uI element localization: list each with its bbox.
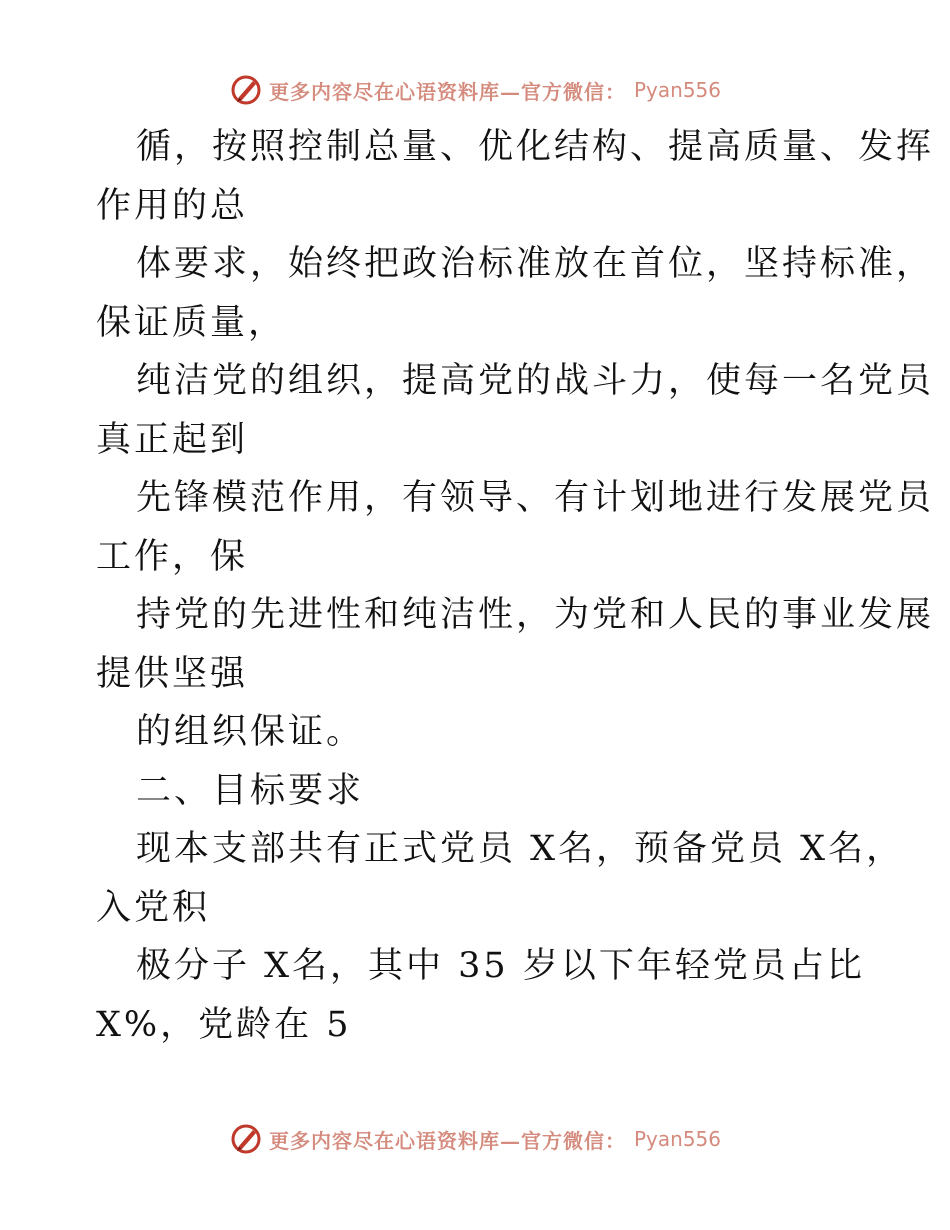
text-line: 持党的先进性和纯洁性，为党和人民的事业发展 <box>136 595 935 635</box>
text-line: 体要求，始终把政治标准放在首位，坚持标准， <box>136 244 935 284</box>
text-line: 入党积 <box>96 887 211 928</box>
text-line: 保证质量， <box>96 302 287 343</box>
text-line: 纯洁党的组织，提高党的战斗力，使每一名党员 <box>136 361 935 401</box>
document-body <box>96 118 935 1054</box>
watermark-wechat-id: Pyan556 <box>633 78 721 102</box>
watermark-wechat-id: Pyan556 <box>633 1127 721 1151</box>
text-line: 的组织保证。 <box>136 712 365 752</box>
text-line: 极分子 X名，其中 35 岁以下年轻党员占比 <box>136 946 865 986</box>
text-line: X%，党龄在 5 <box>96 1004 352 1045</box>
section-heading: 二、目标要求 <box>136 770 365 811</box>
text-line: 工作，保 <box>96 536 249 577</box>
text-line: 先锋模范作用，有领导、有计划地进行发展党员 <box>136 478 935 518</box>
watermark-text: 更多内容尽在心语资料库—官方微信： <box>268 1128 626 1153</box>
text-line: 真正起到 <box>96 419 249 460</box>
watermark-text: 更多内容尽在心语资料库—官方微信： <box>268 79 626 104</box>
footer-watermark <box>0 1119 950 1159</box>
text-line: 循，按照控制总量、优化结构、提高质量、发挥 <box>136 127 935 167</box>
text-line: 提供坚强 <box>96 653 249 694</box>
pen-logo-icon <box>229 73 263 107</box>
pen-logo-icon <box>229 1122 263 1156</box>
text-line: 作用的总 <box>96 185 249 226</box>
text-line: 现本支部共有正式党员 X名，预备党员 X名， <box>136 829 905 869</box>
header-watermark <box>0 70 950 110</box>
